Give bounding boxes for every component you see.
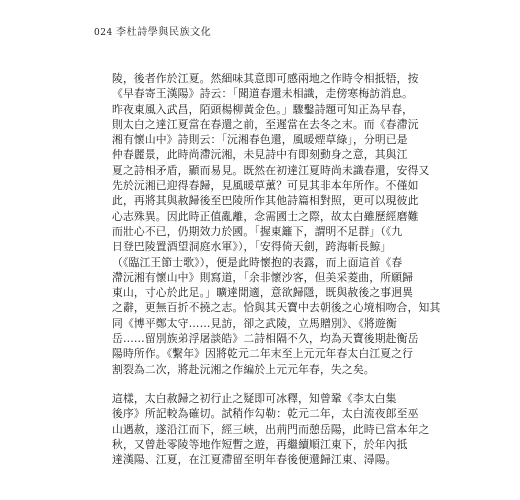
text-line: 日登巴陵置酒望洞庭水軍》），「安得倚天劍，跨海斬長鯨」 [112,240,392,254]
text-line: 同《博平鄭太守……見訪，卻之武陵，立馬贈別》、《將遊衡 [112,316,397,330]
text-line: 湘有懷山中》詩則云：「沅湘春色還，風暖煙草綠」，分明已是 [112,133,408,147]
text-line: 割裂為二次，將赴沅湘之作編於上元元年春，失之矣。 [112,362,375,376]
text-line: 陵，後者作於江夏。然細味其意即可感兩地之作時令相抵牾，按 [112,72,419,85]
text-line: 此，再將其與赦歸後至巴陵所作其他詩篇相對照，更可以現彼此 [112,194,419,208]
text-line: 後序》所記較為確切。試稍作勾勒：乾元二年，太白流夜郎至巫 [112,407,419,421]
body-text [112,71,441,467]
text-line: 山遇赦，遂沿江而下，經三峽，出荊門而憩岳陽，此時已當本年之 [112,422,430,436]
paragraph [112,71,441,377]
text-line: 而壯心不已，仍期效力於國。「握東籬下，謂明不足群」（《九 [112,224,403,238]
text-line: 達漢陽、江夏，在江夏滯留至明年春後便還歸江東、潯陽。 [112,453,397,467]
text-line: 秋，又曾赴零陵等地作短暫之遊，再繼續順江東下，於年內抵 [112,437,408,451]
text-line: 陽時所作。《繫年》因將乾元二年末至上元元年春太白江夏之行 [112,347,414,361]
text-line: 心志殊異。因此時正值亂離，念需國士之際，故太白雖歷經磨難 [112,209,419,223]
text-line: 滯沅湘有懷山中》則寫道，「余非懷沙客，但美采菱曲，所願歸 [112,270,414,284]
text-line: 昨夜東風入武昌，陌頭楊柳黃金色。」驟鑿詩題可知正為早春， [112,102,414,116]
paragraph-gap [112,377,412,391]
page-number: 024 [94,28,113,38]
text-line: 先於沅湘已迎得春歸，見風暖草薰？可見其非本年所作。不僅如 [112,179,419,193]
text-line: 東山，寸心於此足。」曠達閒適，意欲歸隱，既與赦後之事迥異 [112,286,414,300]
text-line: 這樣，太白赦歸之初行止之疑即可冰釋，知曾鞏《李太白集 [112,391,397,405]
text-line: 仲春麗景，此時尚滯沅湘，未見詩中有即刻動身之意，其與江 [112,148,408,162]
text-line: 之辭，更無百折不撓之志。恰與其天寶中去朝後之心境相吻合，知其 [112,301,441,315]
text-line: 《早春寄王漢陽》詩云：「聞道春還未相識，走傍寒梅訪消息。 [112,87,414,101]
text-line: 則太白之達江夏當在春還之前，至遲當在去冬之末。而《春滯沅 [112,117,419,131]
running-title: 李杜詩學與民族文化 [116,27,212,38]
text-line: 岳……留別族弟浮屠談皓》二詩相隔不久，均為天寶後期赴衡岳 [112,332,419,346]
text-line: （《臨江王節士歌》），便是此時懷抱的表露，而上面這首《春 [112,255,403,269]
running-header [94,26,394,42]
paragraph [112,391,430,467]
text-line: 夏之詩相矛盾，顯而易見。既然在初達江夏時尚未識春還，安得又 [112,163,430,177]
